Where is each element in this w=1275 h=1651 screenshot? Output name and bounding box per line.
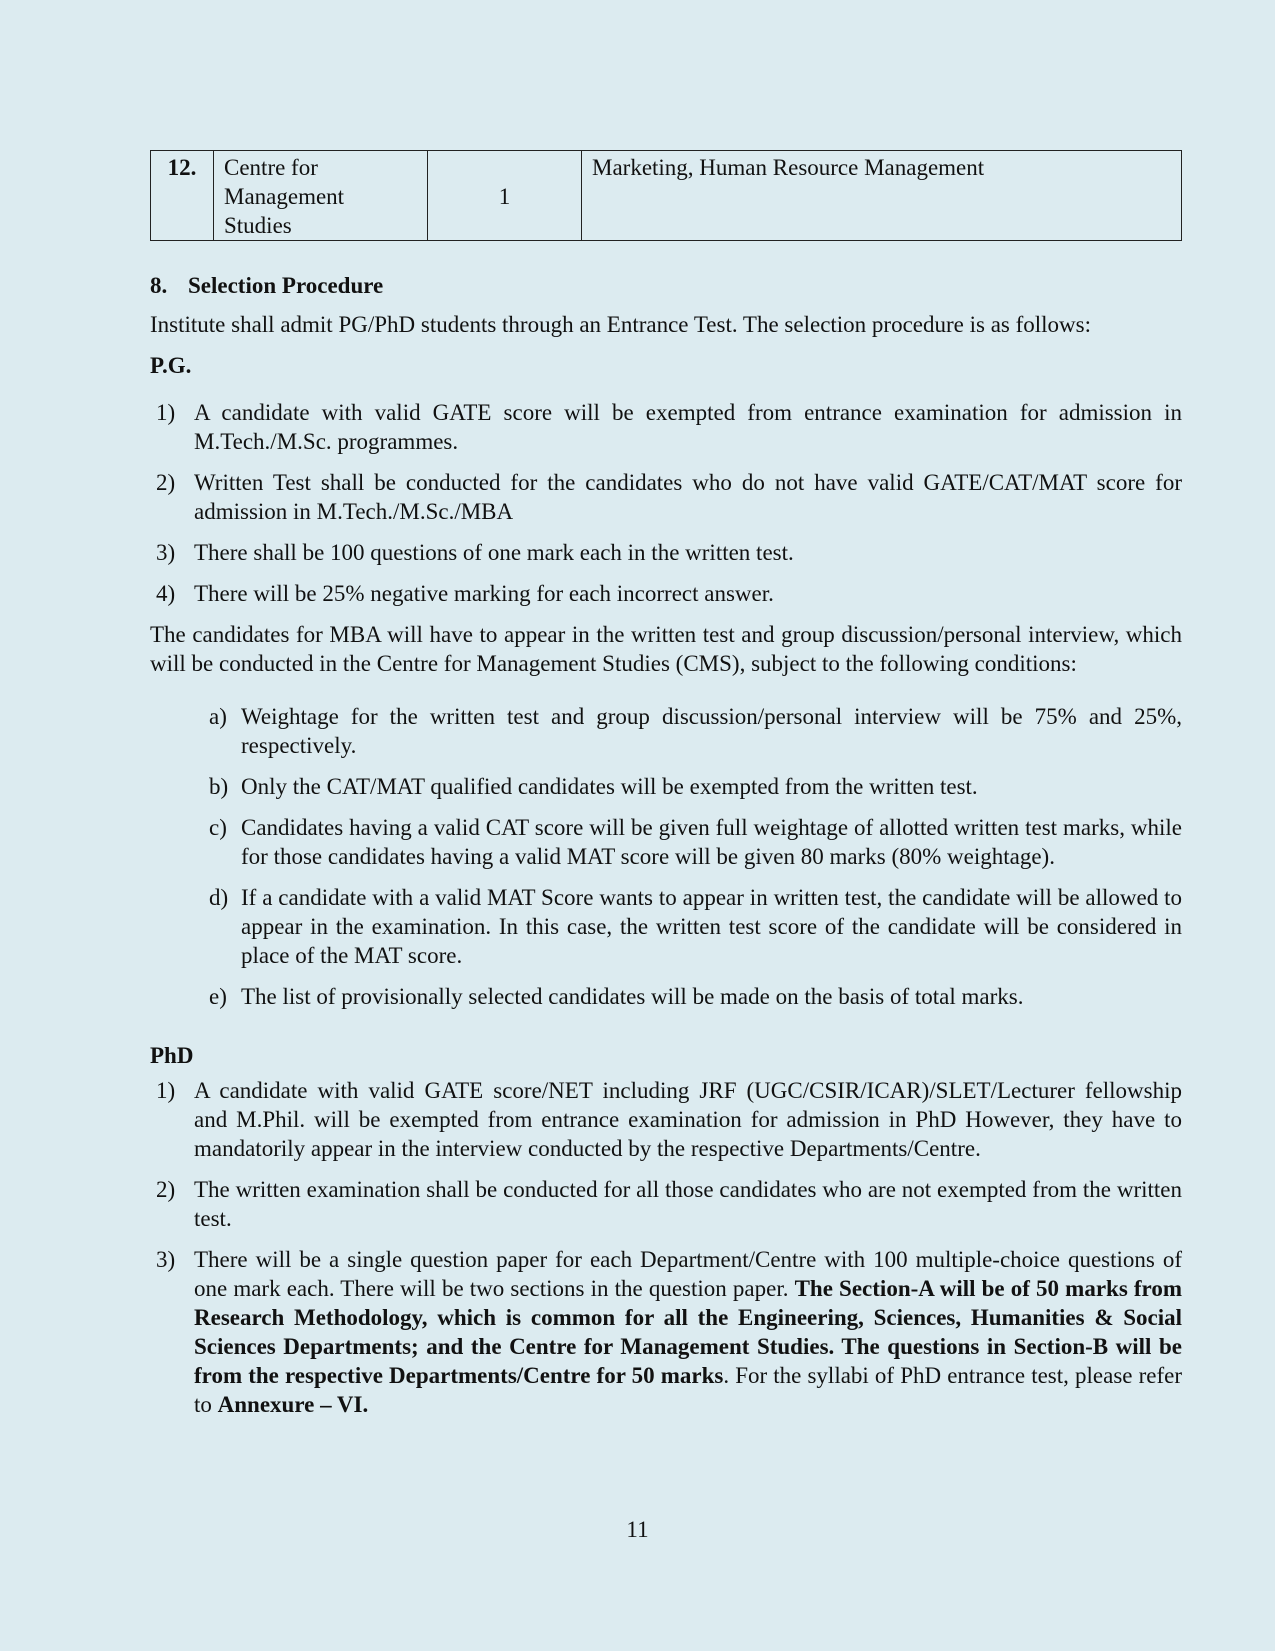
list-marker: d) bbox=[209, 885, 229, 910]
list-item bbox=[209, 883, 1182, 970]
list-marker: 2) bbox=[156, 470, 176, 495]
centre-name bbox=[214, 151, 428, 241]
page-number: 11 bbox=[626, 1517, 649, 1542]
list-text: There will be a single question paper for each Department/Centre with 100 multiple-choice questions of one mark each. There will be two sections in the question paper. bbox=[194, 1247, 1182, 1301]
list-item bbox=[150, 1076, 1182, 1163]
list-item bbox=[150, 468, 1182, 526]
list-marker: c) bbox=[209, 815, 227, 840]
list-marker: 1) bbox=[156, 400, 176, 425]
list-marker: b) bbox=[209, 774, 229, 799]
bold-text: The Section-A will be of 50 marks from Research Methodology, which is common for all the Engineering, Sciences, Humanities & Social Sciences Departments; and the Centre for Management Studies. The questions in Section-B will be from the respective Departments/Centre for 50 marks bbox=[194, 1276, 1182, 1388]
section-number: 8. bbox=[150, 273, 168, 298]
mba-conditions-list bbox=[209, 702, 1182, 1011]
list-text: The list of provisionally selected candidates will be made on the basis of total marks. bbox=[241, 984, 1024, 1009]
list-text: Candidates having a valid CAT score will be given full weightage of allotted written test marks, while for those candidates having a valid MAT score will be given 80 marks (80% weightage). bbox=[241, 815, 1182, 869]
pg-heading: P.G. bbox=[150, 353, 192, 378]
centre-table bbox=[150, 150, 1182, 241]
list-item bbox=[209, 702, 1182, 760]
list-text: There will be 25% negative marking for each incorrect answer. bbox=[194, 581, 774, 606]
phd-list bbox=[150, 1076, 1182, 1419]
row-number: 12. bbox=[151, 151, 214, 241]
specialization-areas: Marketing, Human Resource Management bbox=[582, 151, 1182, 241]
list-item bbox=[150, 1245, 1182, 1419]
list-item bbox=[150, 579, 1182, 608]
list-marker: e) bbox=[209, 984, 227, 1009]
list-text: . For the syllabi of PhD entrance test, please refer to bbox=[194, 1363, 1182, 1417]
section-intro: Institute shall admit PG/PhD students through an Entrance Test. The selection procedure is as follows: bbox=[150, 312, 1092, 337]
table-row bbox=[151, 151, 1182, 241]
list-text: A candidate with valid GATE score will be exempted from entrance examination for admission in M.Tech./M.Sc. programmes. bbox=[194, 400, 1182, 454]
list-item bbox=[150, 1175, 1182, 1233]
section-title: Selection Procedure bbox=[188, 273, 384, 298]
list-item bbox=[150, 538, 1182, 567]
list-text: There shall be 100 questions of one mark each in the written test. bbox=[194, 540, 794, 565]
mba-paragraph: The candidates for MBA will have to appear in the written test and group discussion/personal interview, which will be conducted in the Centre for Management Studies (CMS), subject to the following conditions: bbox=[150, 622, 1182, 676]
annexure-reference: Annexure – VI. bbox=[217, 1392, 369, 1417]
centre-name-line: Centre for bbox=[224, 155, 318, 180]
list-marker: 3) bbox=[156, 1247, 176, 1272]
list-item bbox=[209, 982, 1182, 1011]
list-text: Only the CAT/MAT qualified candidates will be exempted from the written test. bbox=[241, 774, 978, 799]
seat-count: 1 bbox=[428, 151, 582, 241]
centre-name-line: Management bbox=[224, 184, 345, 209]
section-heading bbox=[150, 271, 1182, 300]
list-text: The written examination shall be conducted for all those candidates who are not exempted from the written test. bbox=[194, 1177, 1182, 1231]
list-item bbox=[150, 398, 1182, 456]
list-marker: 1) bbox=[156, 1078, 176, 1103]
list-text: Weightage for the written test and group discussion/personal interview will be 75% and 25%, respectively. bbox=[241, 704, 1182, 758]
centre-name-line: Studies bbox=[224, 213, 292, 238]
phd-heading: PhD bbox=[150, 1043, 194, 1068]
list-marker: 4) bbox=[156, 581, 176, 606]
pg-list bbox=[150, 398, 1182, 608]
list-text: A candidate with valid GATE score/NET including JRF (UGC/CSIR/ICAR)/SLET/Lecturer fellowship and M.Phil. will be exempted from entrance examination for admission in PhD However, they have to mandatorily appear in the interview conducted by the respective Departments/Centre. bbox=[194, 1078, 1182, 1161]
list-text: If a candidate with a valid MAT Score wants to appear in written test, the candidate will be allowed to appear in the examination. In this case, the written test score of the candidate will be considered in place of the MAT score. bbox=[241, 885, 1182, 968]
document-page bbox=[150, 150, 1182, 1431]
list-item bbox=[209, 772, 1182, 801]
list-marker: 3) bbox=[156, 540, 176, 565]
list-text: Written Test shall be conducted for the candidates who do not have valid GATE/CAT/MAT score for admission in M.Tech./M.Sc./MBA bbox=[194, 470, 1182, 524]
list-item bbox=[209, 813, 1182, 871]
list-marker: a) bbox=[209, 704, 227, 729]
list-marker: 2) bbox=[156, 1177, 176, 1202]
